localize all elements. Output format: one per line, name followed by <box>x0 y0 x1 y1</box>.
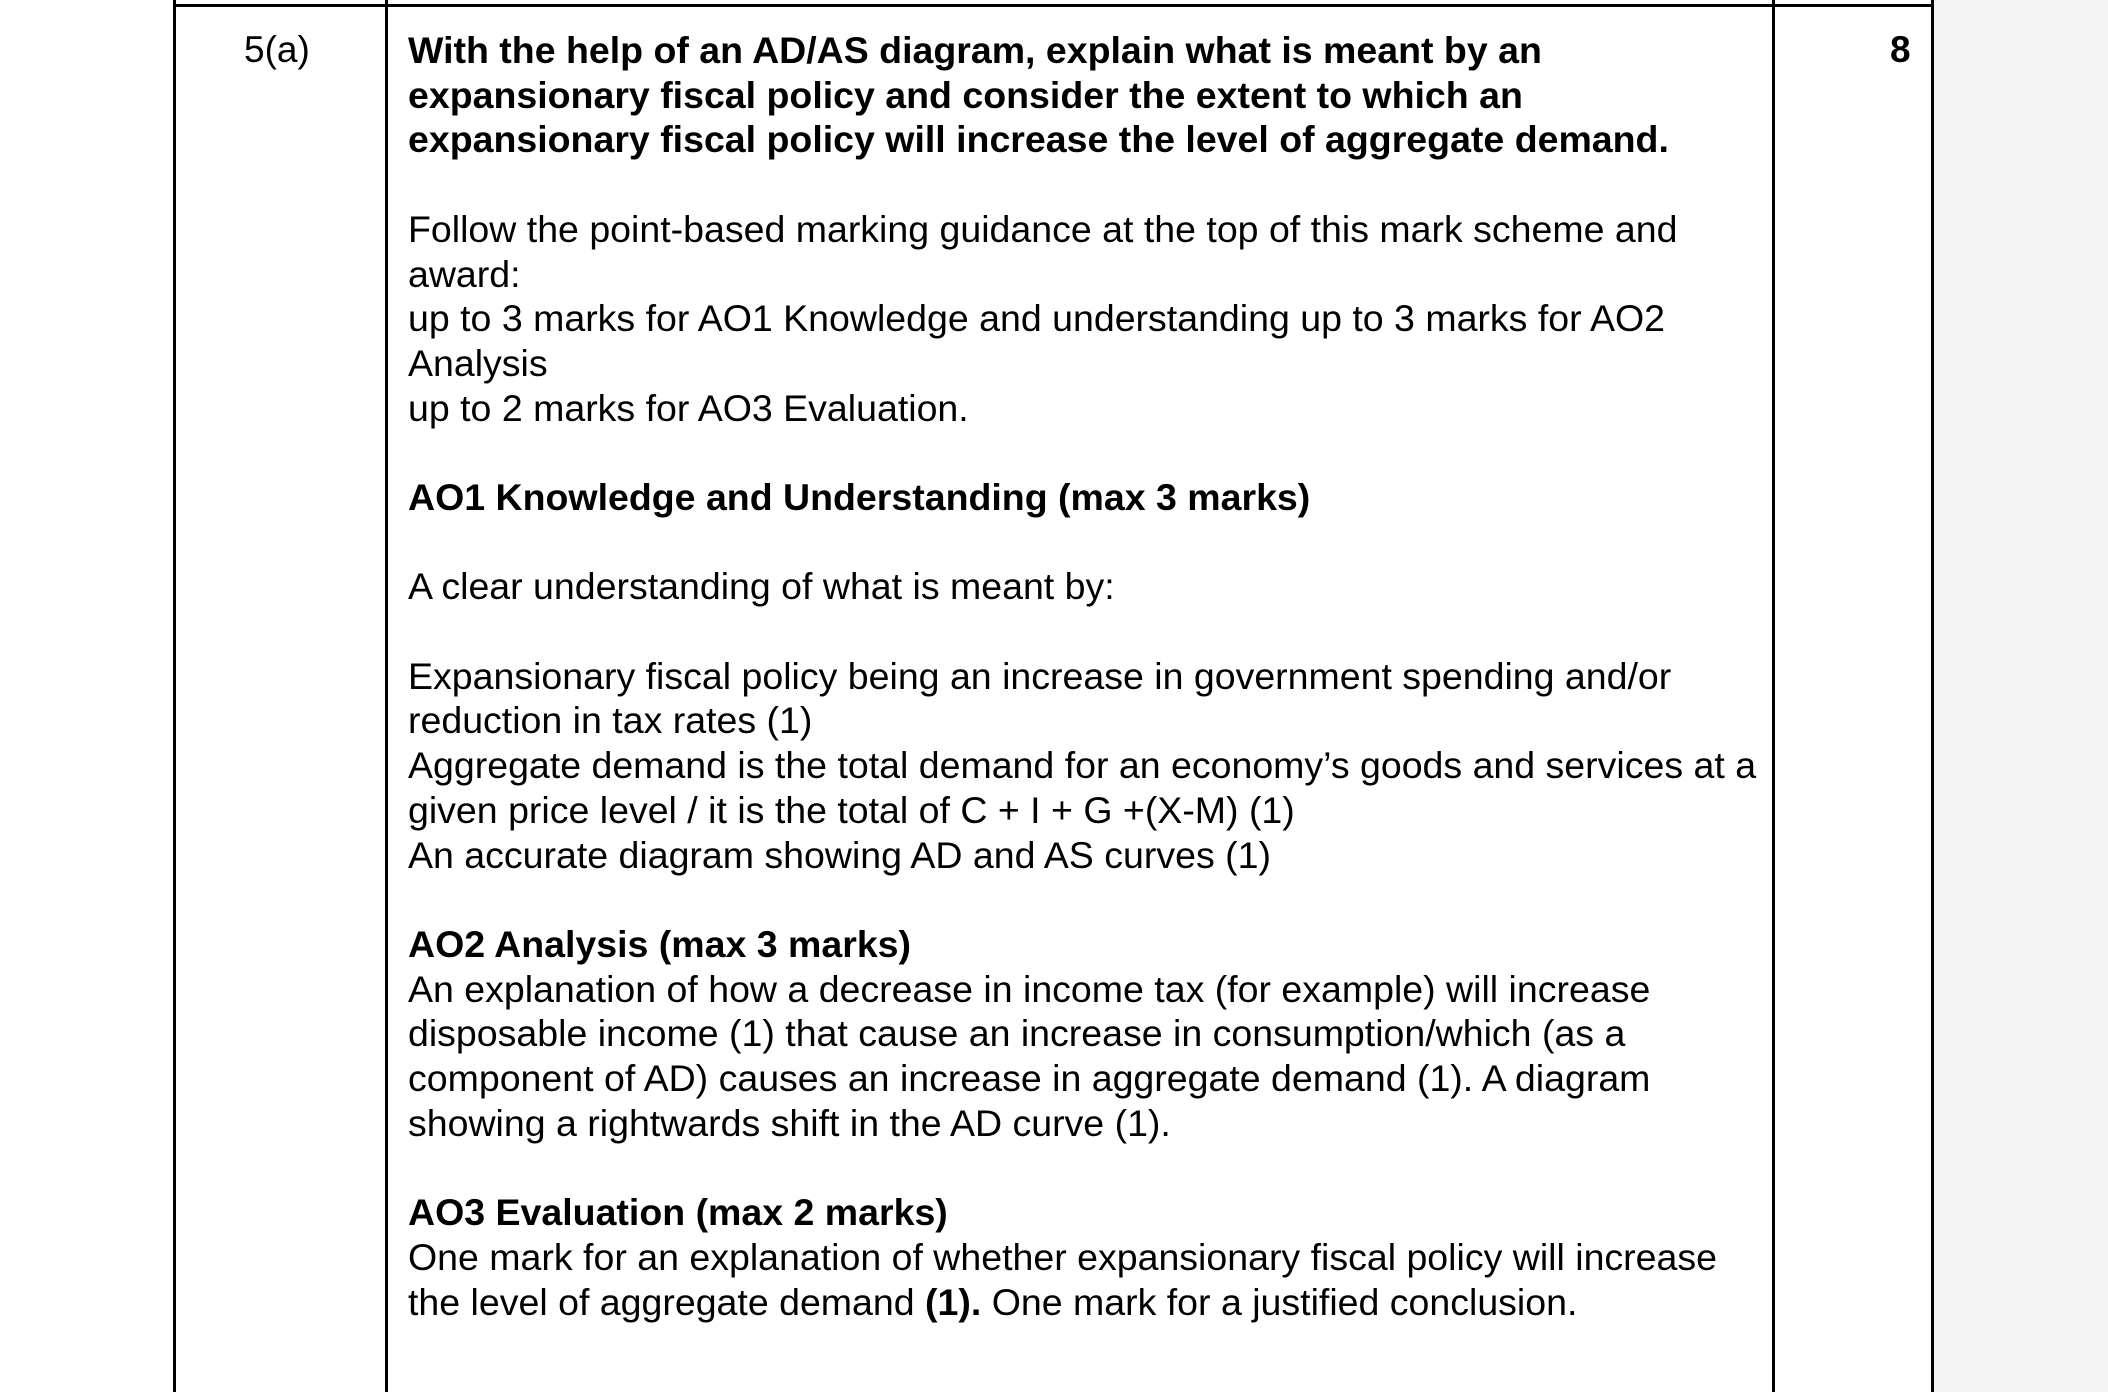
page-left-margin <box>0 0 173 1392</box>
mark-scheme-answer-cell <box>408 28 1758 1324</box>
table-right-border <box>1931 0 1934 1392</box>
guidance-intro: Follow the point-based marking guidance at the top of this mark scheme and award: <box>408 207 1678 295</box>
ao1-point-2: Aggregate demand is the total demand for an economy’s goods and services at a given price level / it is the total of C + I + G +(X-M) (1) <box>408 744 1757 831</box>
table-left-border <box>173 0 176 1392</box>
table-marks-column-divider <box>1772 0 1775 1392</box>
ao2-body: An explanation of how a decrease in income tax (for example) will increase disposable income (1) that cause an increase in consumption/which (as a component of AD) causes an increase in aggregate demand (1). A diagram showing a rightwards shift in the AD curve (1). <box>408 967 1651 1144</box>
question-prompt: With the help of an AD/AS diagram, explain what is meant by an expansionary fiscal policy and consider the extent to which an expansionary fiscal policy will increase the level of aggregate demand. <box>408 29 1669 161</box>
table-question-column-divider <box>385 0 388 1392</box>
ao3-body-mark: (1). <box>925 1280 982 1323</box>
ao1-lead: A clear understanding of what is meant by: <box>408 565 1115 608</box>
table-top-border <box>173 4 1934 7</box>
question-number: 5(a) <box>244 29 310 70</box>
ao3-body-part-1: One mark for an explanation of whether expansionary fiscal policy will increase the level of aggregate demand <box>408 1235 1717 1323</box>
ao1-point-1: Expansionary fiscal policy being an increase in government spending and/or reduction in tax rates (1) <box>408 654 1672 742</box>
guidance-line-1: up to 3 marks for AO1 Knowledge and understanding up to 3 marks for AO2 Analysis <box>408 297 1665 384</box>
ao3-body <box>408 1235 1758 1324</box>
ao3-body-part-2: One mark for a justified conclusion. <box>981 1280 1578 1323</box>
ao2-heading: AO2 Analysis (max 3 marks) <box>408 922 912 965</box>
question-marks: 8 <box>1890 29 1911 70</box>
ao1-point-3: An accurate diagram showing AD and AS curves (1) <box>408 833 1271 876</box>
ao3-heading: AO3 Evaluation (max 2 marks) <box>408 1191 948 1234</box>
ao1-heading: AO1 Knowledge and Understanding (max 3 marks) <box>408 476 1311 518</box>
page-right-margin <box>1934 0 2108 1392</box>
guidance-line-2: up to 2 marks for AO3 Evaluation. <box>408 386 969 429</box>
